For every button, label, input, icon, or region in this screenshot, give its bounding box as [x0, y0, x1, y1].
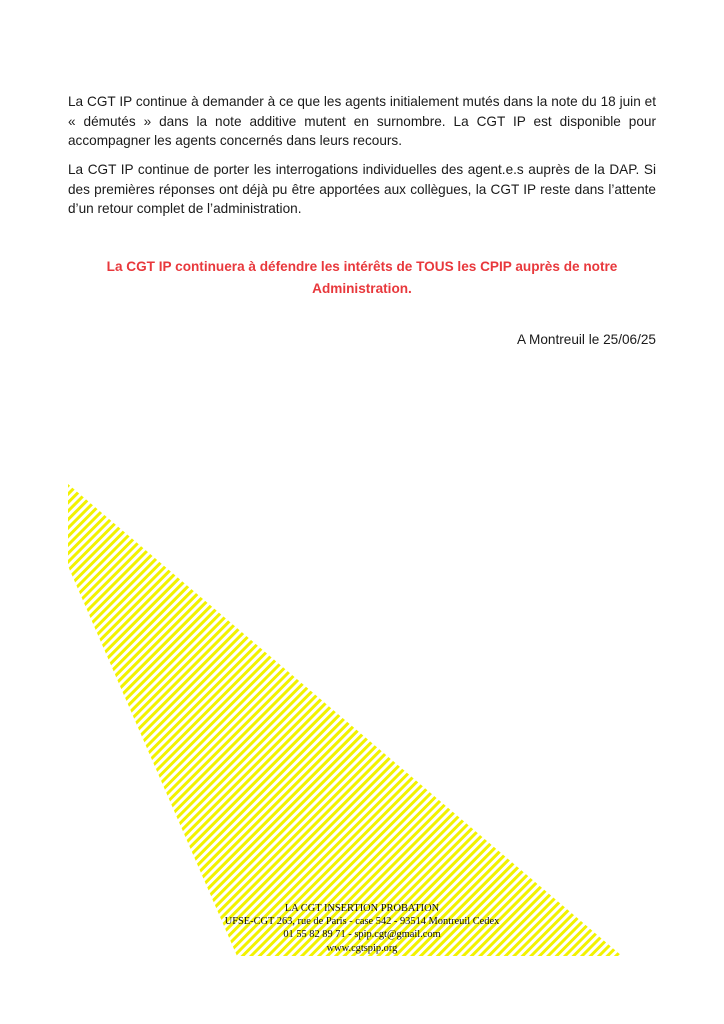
footer-organization-name: LA CGT INSERTION PROBATION — [284, 903, 440, 914]
place-date-signature: A Montreuil le 25/06/25 — [516, 332, 656, 347]
footer-contact-block — [162, 902, 562, 955]
footer-phone-email: 01 55 82 89 71 - spip.cgt@gmail.com — [283, 929, 441, 941]
highlight-statement: La CGT IP continuera à défendre les intérêts de TOUS les CPIP auprès de notre Administration. — [106, 259, 618, 296]
paragraph-mutation-request: La CGT IP continue à demander à ce que les agents initialement mutés dans la note du 18 juin et « démutés » dans la note additive mutent en surnombre. La CGT IP est disponible pour accompagner les agents concernés dans leurs recours. — [68, 94, 656, 148]
paragraph-individual-questions: La CGT IP continue de porter les interrogations individuelles des agent.e.s auprès de la DAP. Si des premières réponses ont déjà pu être apportées aux collègues, la CGT IP reste dans l’attente d’un retour complet de l’administration. — [68, 162, 656, 216]
footer-address: UFSE-CGT 263, rue de Paris - case 542 - 93514 Montreuil Cedex — [224, 916, 500, 928]
footer-website: www.cgtspip.org — [326, 942, 398, 954]
